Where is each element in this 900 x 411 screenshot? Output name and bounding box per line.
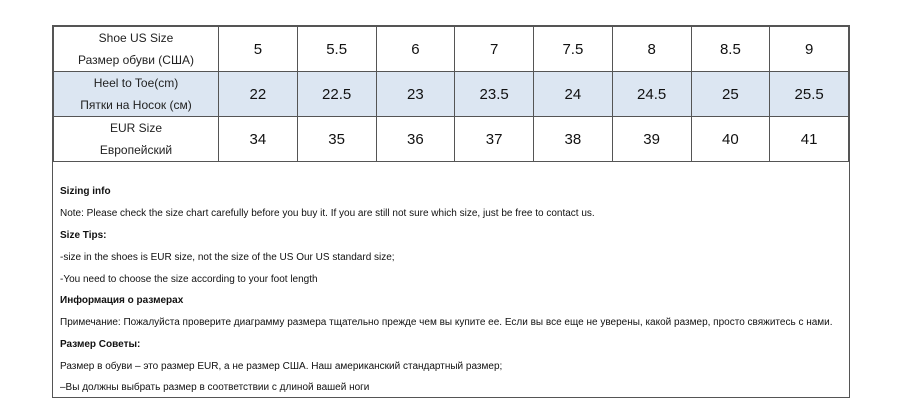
row-label-en: EUR Size bbox=[109, 121, 162, 135]
ru-tip-2: –Вы должны выбрать размер в соответствии с длиной вашей ноги bbox=[60, 382, 370, 393]
row-label bbox=[54, 72, 219, 117]
table-cell: 40 bbox=[691, 117, 770, 162]
table-cell: 24.5 bbox=[612, 72, 691, 117]
table-cell: 36 bbox=[376, 117, 455, 162]
table-cell: 6 bbox=[376, 27, 455, 72]
table-cell: 25.5 bbox=[770, 72, 849, 117]
ru-tips-heading: Размер Советы: bbox=[60, 339, 141, 350]
table-cell: 23 bbox=[376, 72, 455, 117]
ru-note: Примечание: Пожалуйста проверите диаграмму размера тщательно прежде чем вы купите ее. Если вы все еще не уверены, какой размер, просто свяжитесь с нами. bbox=[60, 317, 833, 328]
size-chart bbox=[52, 25, 850, 398]
table-cell: 35 bbox=[297, 117, 376, 162]
table-cell: 25 bbox=[691, 72, 770, 117]
table-cell: 8 bbox=[612, 27, 691, 72]
table-cell: 24 bbox=[534, 72, 613, 117]
table-row-eur-size bbox=[54, 117, 849, 162]
row-label-ru: Пятки на Носок (см) bbox=[80, 98, 192, 112]
table-cell: 7.5 bbox=[534, 27, 613, 72]
table-cell: 37 bbox=[455, 117, 534, 162]
row-label bbox=[54, 117, 219, 162]
sizing-info-heading: Sizing info bbox=[60, 186, 111, 197]
size-tips-heading: Size Tips: bbox=[60, 230, 107, 241]
table-cell: 22 bbox=[219, 72, 298, 117]
table-cell: 39 bbox=[612, 117, 691, 162]
row-label bbox=[54, 27, 219, 72]
table-cell: 34 bbox=[219, 117, 298, 162]
size-table bbox=[53, 26, 849, 162]
size-tip-2: -You need to choose the size according to your foot length bbox=[60, 274, 318, 285]
row-label-ru: Размер обуви (США) bbox=[78, 53, 194, 67]
table-cell: 5.5 bbox=[297, 27, 376, 72]
table-cell: 23.5 bbox=[455, 72, 534, 117]
table-cell: 9 bbox=[770, 27, 849, 72]
row-label-ru: Европейский bbox=[99, 143, 173, 157]
table-cell: 7 bbox=[455, 27, 534, 72]
row-label-en: Shoe US Size bbox=[98, 31, 174, 45]
size-tip-1: -size in the shoes is EUR size, not the size of the US Our US standard size; bbox=[60, 252, 395, 263]
ru-info-heading: Информация о размерах bbox=[60, 295, 184, 306]
table-cell: 5 bbox=[219, 27, 298, 72]
table-row-heel-to-toe bbox=[54, 72, 849, 117]
table-cell: 38 bbox=[534, 117, 613, 162]
table-cell: 8.5 bbox=[691, 27, 770, 72]
sizing-info-section bbox=[53, 159, 849, 397]
table-cell: 22.5 bbox=[297, 72, 376, 117]
row-label-en: Heel to Toe(cm) bbox=[93, 76, 179, 90]
table-cell: 41 bbox=[770, 117, 849, 162]
sizing-note: Note: Please check the size chart carefully before you buy it. If you are still not sure which size, just be free to contact us. bbox=[60, 208, 595, 219]
table-row-us-size bbox=[54, 27, 849, 72]
ru-tip-1: Размер в обуви – это размер EUR, а не размер США. Наш американский стандартный размер; bbox=[60, 361, 503, 372]
